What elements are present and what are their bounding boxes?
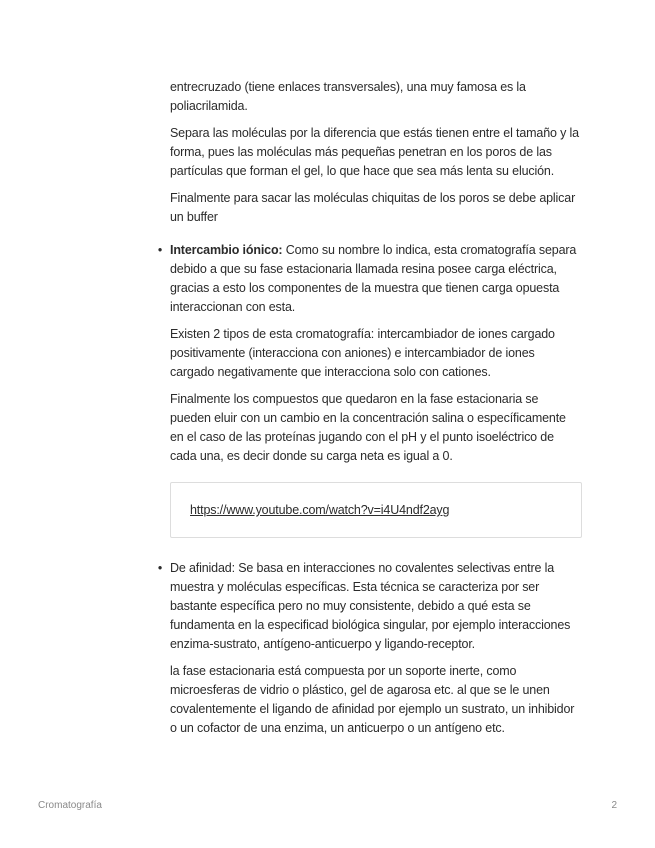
footer-title: Cromatografía <box>38 800 102 811</box>
ionic-exchange-title: Intercambio iónico: <box>170 243 283 257</box>
video-link[interactable]: https://www.youtube.com/watch?v=i4U4ndf2ayg <box>190 503 450 517</box>
ionic-exchange-item <box>157 241 582 317</box>
bullet-icon: • <box>157 561 163 575</box>
intro-paragraph-2: Separa las moléculas por la diferencia que estás tienen entre el tamaño y la forma, pues las moléculas más pequeñas penetran en los poros de las partículas que forman el gel, lo que hace que sea más lenta su elución. <box>170 126 579 178</box>
bullet-icon: • <box>157 243 163 257</box>
page-footer <box>38 800 617 811</box>
intro-paragraph-1: entrecruzado (tiene enlaces transversales), una muy famosa es la poliacrilamida. <box>170 80 526 113</box>
affinity-paragraph: la fase estacionaria está compuesta por un soporte inerte, como microesferas de vidrio o plástico, gel de agarosa etc. al que se le unen covalentemente el ligando de afinidad por ejemplo un sustrato, un inhibidor o un cofactor de una enzima, un anticuerpo o un antígeno etc. <box>170 664 575 735</box>
ionic-paragraph-1: Existen 2 tipos de esta cromatografía: intercambiador de iones cargado positivamente (interacciona con aniones) e intercambiador de iones cargado negativamente que interacciona solo con cationes. <box>170 327 555 379</box>
page-number: 2 <box>611 800 617 811</box>
affinity-item <box>157 559 582 654</box>
video-link-card[interactable] <box>170 482 582 538</box>
ionic-exchange-text: Como su nombre lo indica, esta cromatografía separa debido a que su fase estacionaria llamada resina posee carga eléctrica, gracias a esto los componentes de la muestra que tienen carga opuesta interaccionan con esta. <box>170 243 577 314</box>
intro-paragraph-3: Finalmente para sacar las moléculas chiquitas de los poros se debe aplicar un buffer <box>170 191 576 224</box>
ionic-paragraph-2: Finalmente los compuestos que quedaron en la fase estacionaria se pueden eluir con un cambio en la concentración salina o específicamente en el caso de las proteínas jugando con el pH y el punto isoeléctrico de cada una, es decir donde su carga neta es igual a 0. <box>170 392 566 463</box>
page-content <box>150 78 582 746</box>
affinity-text: De afinidad: Se basa en interacciones no covalentes selectivas entre la muestra y moléculas específicas. Esta técnica se caracteriza por ser bastante específica pero no muy consistente, debido a qué esta se fundamenta en la especificad biológica singular, por ejemplo interacciones enzima-sustrato, antígeno-anticuerpo y ligando-receptor. <box>170 561 571 651</box>
